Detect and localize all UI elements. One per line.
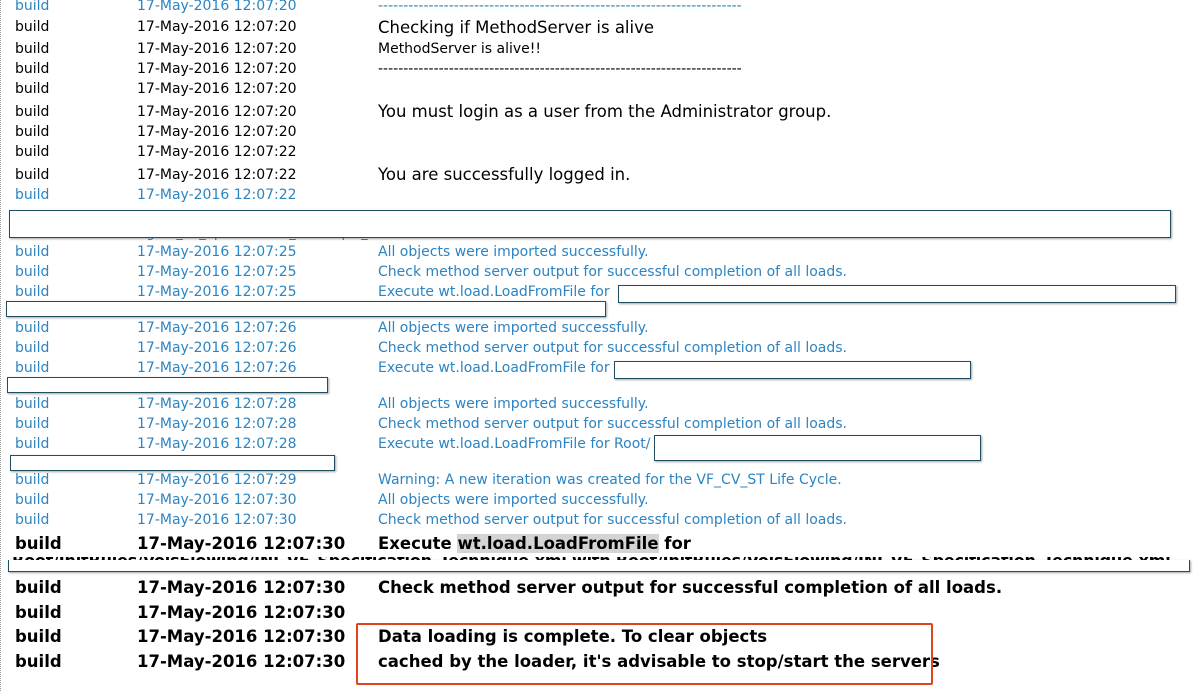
log-timestamp: 17-May-2016 12:07:28 [137, 396, 297, 412]
log-timestamp: 17-May-2016 12:07:30 [137, 534, 346, 553]
log-source: build [15, 41, 50, 57]
redaction-box [9, 210, 1171, 238]
log-timestamp: 17-May-2016 12:07:25 [137, 264, 297, 280]
log-message: Execute wt.load.LoadFromFile for Root/ [378, 436, 651, 452]
log-message: Warning: A new iteration was created for the VF_CV_ST Life Cycle. [378, 472, 842, 488]
log-source: build [15, 603, 62, 622]
log-message: Check method server output for successful completion of all loads. [378, 578, 1003, 597]
log-timestamp: 17-May-2016 12:07:30 [137, 578, 346, 597]
log-message: All objects were imported successfully. [378, 320, 649, 336]
log-timestamp: 17-May-2016 12:07:30 [137, 512, 297, 528]
highlight-callout-box [356, 623, 933, 685]
redaction-box [6, 301, 606, 317]
log-source: build [15, 61, 50, 77]
log-message-prefix: Execute [378, 534, 458, 553]
log-timestamp: 17-May-2016 12:07:30 [137, 652, 346, 671]
log-source: build [15, 652, 62, 671]
log-source: build [15, 534, 62, 553]
log-timestamp: 17-May-2016 12:07:20 [137, 104, 297, 120]
log-timestamp: 17-May-2016 12:07:20 [137, 0, 297, 14]
log-source: build [15, 144, 50, 160]
redaction-box [10, 455, 335, 471]
margin-gutter [0, 0, 2, 691]
log-message: Execute wt.load.LoadFromFile for [378, 284, 610, 300]
log-timestamp: 17-May-2016 12:07:25 [137, 284, 297, 300]
log-message: All objects were imported successfully. [378, 396, 649, 412]
log-source: build [15, 0, 50, 14]
log-message: Check method server output for successful completion of all loads. [378, 512, 848, 528]
log-source: build [15, 578, 62, 597]
redaction-box [8, 560, 1190, 572]
log-source: build [15, 472, 50, 488]
log-source: build [15, 167, 50, 183]
redaction-box [614, 361, 971, 379]
log-source: build [15, 512, 50, 528]
log-source: build [15, 436, 50, 452]
log-timestamp: 17-May-2016 12:07:22 [137, 187, 297, 203]
log-timestamp: 17-May-2016 12:07:25 [137, 244, 297, 260]
log-message-suffix: for [658, 534, 691, 553]
log-message: All objects were imported successfully. [378, 492, 649, 508]
log-message: ------------------------------------------------------------------------ [378, 0, 742, 14]
log-source: build [15, 104, 50, 120]
log-source: build [15, 19, 50, 35]
log-source: build [15, 284, 50, 300]
redaction-box [654, 435, 981, 461]
log-timestamp: 17-May-2016 12:07:26 [137, 340, 297, 356]
log-source: build [15, 81, 50, 97]
log-message: Checking if MethodServer is alive [378, 18, 655, 37]
log-message [378, 534, 691, 553]
log-message: Data loading is complete. To clear objects [378, 627, 768, 646]
log-timestamp: 17-May-2016 12:07:20 [137, 124, 297, 140]
log-message: ------------------------------------------------------------------------ [378, 61, 742, 77]
log-source: build [15, 340, 50, 356]
log-source: build [15, 264, 50, 280]
log-message: You are successfully logged in. [378, 165, 631, 184]
log-timestamp: 17-May-2016 12:07:20 [137, 19, 297, 35]
log-timestamp: 17-May-2016 12:07:20 [137, 41, 297, 57]
log-message: Check method server output for successful completion of all loads. [378, 264, 848, 280]
log-timestamp: 17-May-2016 12:07:28 [137, 416, 297, 432]
log-message: MethodServer is alive!! [378, 41, 541, 57]
log-message: Check method server output for successful completion of all loads. [378, 340, 848, 356]
log-timestamp: 17-May-2016 12:07:20 [137, 61, 297, 77]
log-timestamp: 17-May-2016 12:07:26 [137, 320, 297, 336]
log-timestamp: 17-May-2016 12:07:30 [137, 603, 346, 622]
log-source: build [15, 244, 50, 260]
log-timestamp: 17-May-2016 12:07:22 [137, 144, 297, 160]
log-message: cached by the loader, it's advisable to stop/start the servers [378, 652, 940, 671]
log-source: build [15, 416, 50, 432]
log-message: All objects were imported successfully. [378, 244, 649, 260]
log-timestamp: 17-May-2016 12:07:30 [137, 627, 346, 646]
redaction-box [618, 285, 1176, 303]
log-timestamp: 17-May-2016 12:07:29 [137, 472, 297, 488]
log-timestamp: 17-May-2016 12:07:28 [137, 436, 297, 452]
log-timestamp: 17-May-2016 12:07:26 [137, 360, 297, 376]
log-timestamp: 17-May-2016 12:07:30 [137, 492, 297, 508]
log-timestamp: 17-May-2016 12:07:20 [137, 81, 297, 97]
log-source: build [15, 187, 50, 203]
log-message: Check method server output for successful completion of all loads. [378, 416, 848, 432]
log-source: build [15, 627, 62, 646]
log-message: Execute wt.load.LoadFromFile for [378, 360, 610, 376]
log-source: build [15, 492, 50, 508]
log-source: build [15, 396, 50, 412]
log-source: build [15, 320, 50, 336]
redaction-box [7, 377, 328, 393]
highlighted-text: wt.load.LoadFromFile [457, 534, 659, 553]
log-message: You must login as a user from the Administrator group. [378, 102, 832, 121]
log-source: build [15, 124, 50, 140]
log-timestamp: 17-May-2016 12:07:22 [137, 167, 297, 183]
log-source: build [15, 360, 50, 376]
